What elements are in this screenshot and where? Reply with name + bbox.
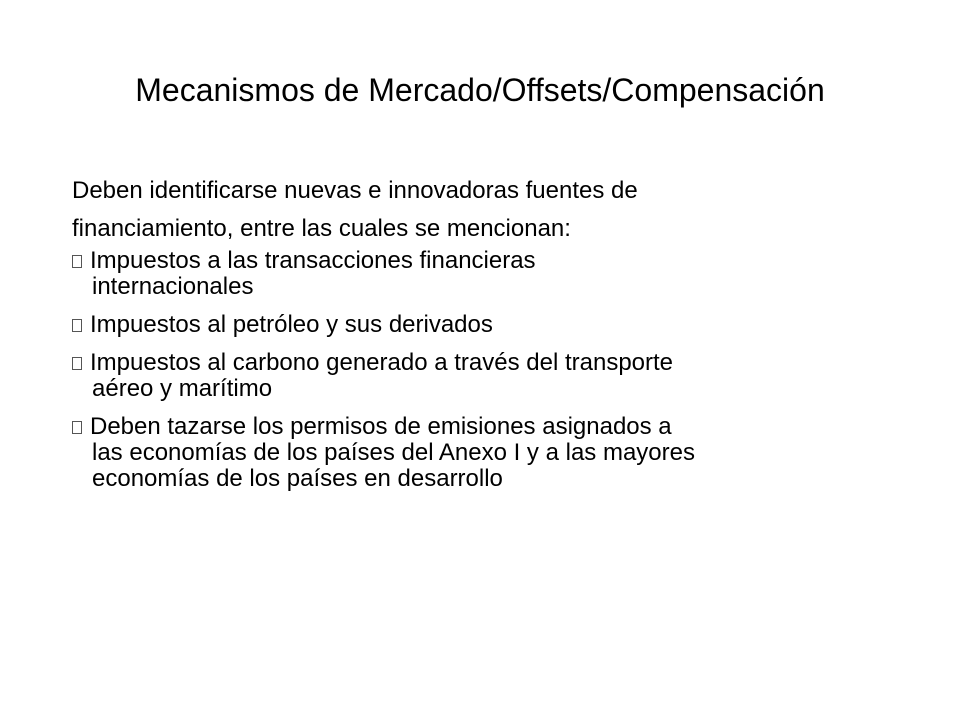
bullet-line: economías de los países en desarrollo — [92, 465, 503, 492]
empty-box-icon — [72, 357, 82, 370]
bullet-item — [72, 248, 912, 300]
bullet-text — [90, 350, 912, 402]
intro-line-2: financiamiento, entre las cuales se mencionan: — [72, 215, 571, 242]
bullet-line: Deben tazarse los permisos de emisiones asignados a — [90, 413, 672, 440]
intro-line-1: Deben identificarse nuevas e innovadoras fuentes de — [72, 177, 638, 204]
bullet-line: Impuestos al petróleo y sus derivados — [90, 311, 493, 338]
bullet-item — [72, 414, 912, 492]
bullet-line: Impuestos a las transacciones financieras — [90, 247, 536, 274]
bullet-item — [72, 312, 912, 338]
slide-title: Mecanismos de Mercado/Offsets/Compensación — [135, 72, 825, 108]
bullet-line: aéreo y marítimo — [92, 375, 273, 402]
empty-box-icon — [72, 421, 82, 434]
bullet-item — [72, 350, 912, 402]
bullet-text — [90, 312, 912, 338]
bullet-line: Impuestos al carbono generado a través del transporte — [90, 349, 674, 376]
bullet-line: las economías de los países del Anexo I y a las mayores — [92, 439, 695, 466]
slide-body — [72, 172, 912, 492]
bullet-text — [90, 248, 912, 300]
empty-box-icon — [72, 319, 82, 332]
bullet-line: internacionales — [92, 273, 254, 300]
bullet-text — [90, 414, 912, 492]
empty-box-icon — [72, 255, 82, 268]
